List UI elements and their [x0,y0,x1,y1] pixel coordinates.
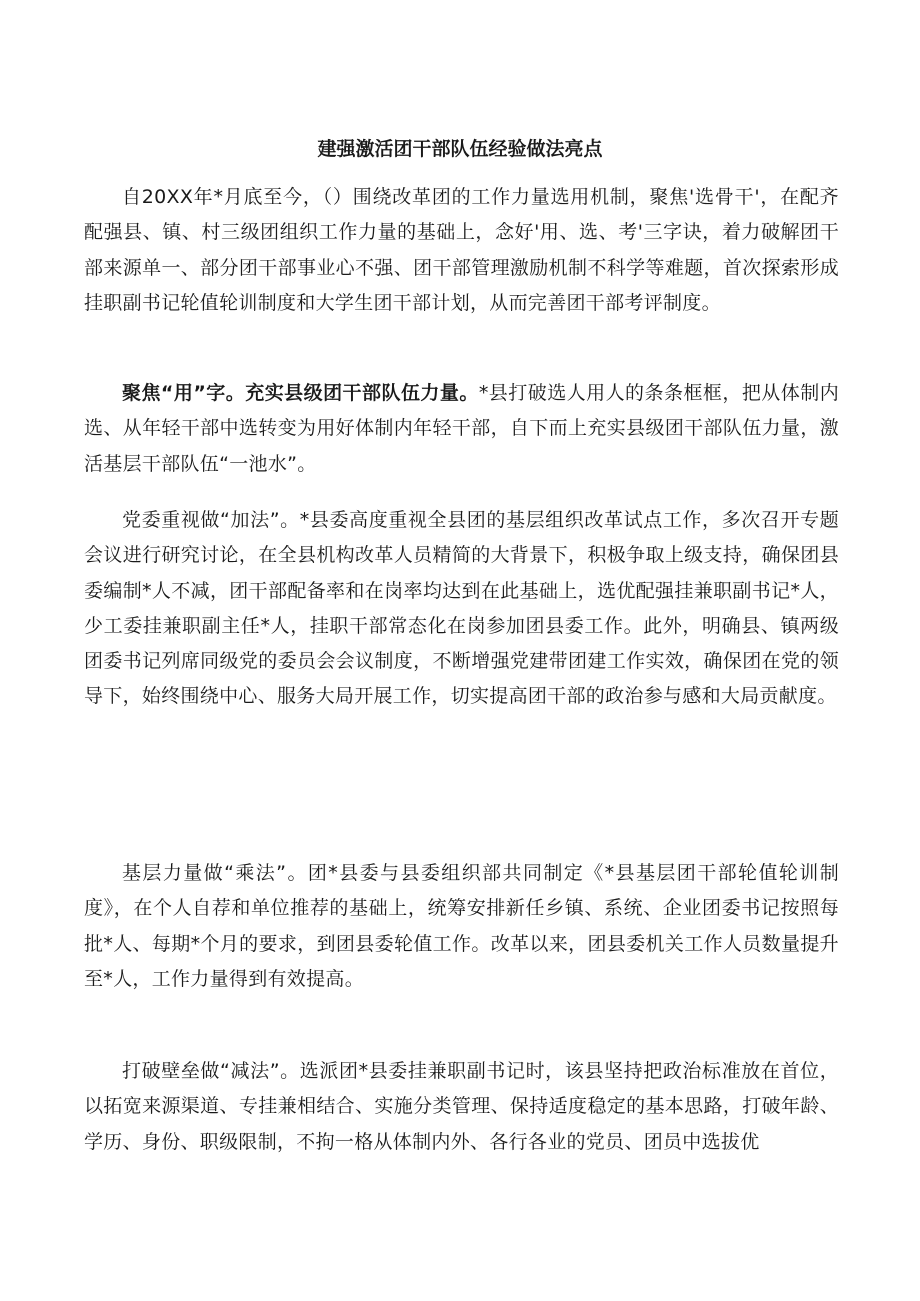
paragraph-subtraction: 打破壁垒做“减法”。选派团*县委挂兼职副书记时，该县坚持把政治标准放在首位，以拓宽来源渠道、专挂兼相结合、实施分类管理、保持适度稳定的基本思路，打破年龄、学历、身份、职级限制，不拘一格从体制内外、各行各业的党员、团员中选拔优 [84,1060,839,1153]
paragraph-body: *县打破选人用人的条条框框，把从体制内选、从年轻干部中选转变为用好体制内年轻干部，自下而上充实县级团干部队伍力量，激活基层干部队伍“一池水”。 [84,382,840,475]
paragraph-heading: 聚焦“用”字。充实县级团干部队伍力量。 [122,382,479,404]
paragraph-addition: 党委重视做“加法”。*县委高度重视全县团的基层组织改革试点工作，多次召开专题会议进行研究讨论，在全县机构改革人员精简的大背景下，积极争取上级支持，确保团县委编制*人不减，团干部配备率和在岗率均达到在此基础上，选优配强挂兼职副书记*人，少工委挂兼职副主任*人，挂职干部常态化在岗参加团县委工作。此外，明确县、镇两级团委书记列席同级党的委员会会议制度，不断增强党建带团建工作实效，确保团在党的领导下，始终围绕中心、服务大局开展工作，切实提高团干部的政治参与感和大局贡献度。 [84,509,839,708]
document-title: 建强激活团干部队伍经验做法亮点 [317,138,603,160]
paragraph-focus-use [84,376,839,482]
paragraph-intro: 自20XX年*月底至今，（）围绕改革团的工作力量选用机制，聚焦'选骨干'，在配齐配强县、镇、村三级团组织工作力量的基础上，念好'用、选、考'三字诀，着力破解团干部来源单一、部分团干部事业心不强、团干部管理激励机制不科学等难题，首次探索形成挂职副书记轮值轮训制度和大学生团干部计划，从而完善团干部考评制度。 [84,186,839,314]
paragraph-multiplication: 基层力量做“乘法”。团*县委与县委组织部共同制定《*县基层团干部轮值轮训制度》，在个人自荐和单位推荐的基础上，统筹安排新任乡镇、系统、企业团委书记按照每批*人、每期*个月的要求，到团县委轮值工作。改革以来，团县委机关工作人员数量提升至*人，工作力量得到有效提高。 [84,862,839,990]
